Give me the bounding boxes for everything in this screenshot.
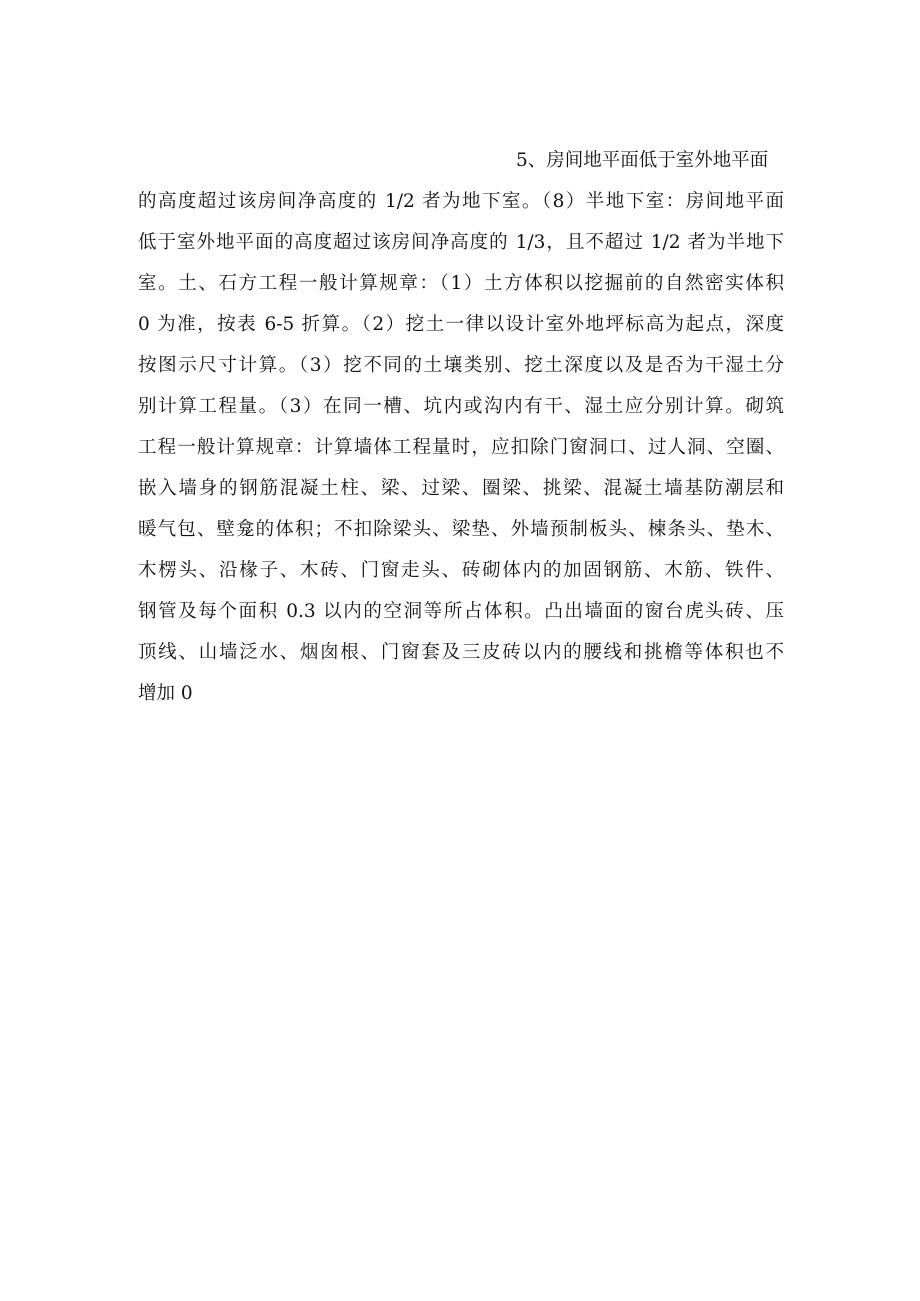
text-line-6: 按图示尺寸计算。（3）挖不同的土壤类别、挖土深度以及是否为干湿土分 <box>138 355 784 376</box>
text-line-7: 别计算工程量。（3）在同一槽、坑内或沟内有干、湿土应分别计算。砌筑 <box>138 396 784 417</box>
text-line-12: 钢管及每个面积 0.3 以内的空洞等所占体积。凸出墙面的窗台虎头砖、压 <box>138 601 784 622</box>
text-line-2: 的高度超过该房间净高度的 1/2 者为地下室。（8）半地下室：房间地平面 <box>138 191 784 212</box>
text-line-1: 5、房间地平面低于室外地平面 <box>516 150 769 171</box>
text-line-13: 顶线、山墙泛水、烟囱根、门窗套及三皮砖以内的腰线和挑檐等体积也不 <box>138 642 784 663</box>
text-line-11: 木楞头、沿椽子、木砖、门窗走头、砖砌体内的加固钢筋、木筋、铁件、 <box>138 560 784 581</box>
text-line-5: 0 为准，按表 6-5 折算。（2）挖土一律以设计室外地坪标高为起点，深度 <box>138 314 784 335</box>
body-text <box>138 140 784 714</box>
text-line-9: 嵌入墙身的钢筋混凝土柱、梁、过梁、圈梁、挑梁、混凝土墙基防潮层和 <box>138 478 784 499</box>
text-line-8: 工程一般计算规章：计算墙体工程量时，应扣除门窗洞口、过人洞、空圈、 <box>138 437 784 458</box>
text-line-3: 低于室外地平面的高度超过该房间净高度的 1/3，且不超过 1/2 者为半地下 <box>138 232 784 253</box>
text-line-10: 暖气包、壁龛的体积；不扣除梁头、梁垫、外墙预制板头、楝条头、垫木、 <box>138 519 784 540</box>
text-line-4: 室。土、石方工程一般计算规章：（1）土方体积以挖掘前的自然密实体积 <box>138 273 784 294</box>
text-line-14: 增加 0 <box>138 683 193 704</box>
